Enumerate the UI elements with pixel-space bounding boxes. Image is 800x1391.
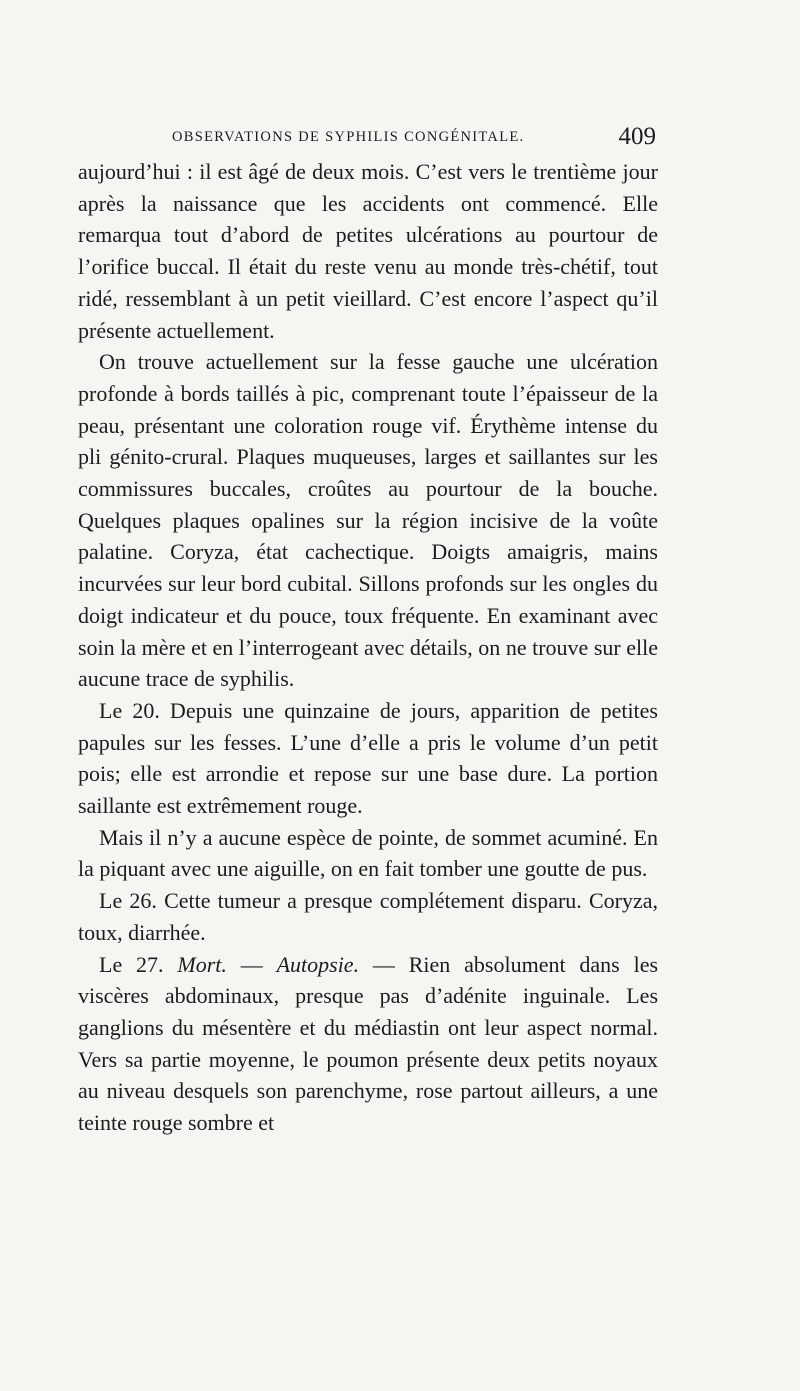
paragraph-2: On trouve actuellement sur la fesse gauche une ulcération profonde à bords taillés à pic, comprenant toute l’épaisseur de la peau, présentant une coloration rouge vif. Érythème intense du pli génito-crural. Plaques muqueuses, larges et saillantes sur les commissures buccales, croûtes au pourtour de la bouche. Quelques plaques opalines sur la région incisive de la voûte palatine. Coryza, état cachectique. Doigts amaigris, mains incurvées sur leur bord cubital. Sillons profonds sur les ongles du doigt indicateur et du pouce, toux fréquente. En examinant avec soin la mère et en l’interrogeant avec détails, on ne trouve sur elle aucune trace de syphilis. [78, 349, 658, 692]
book-page [78, 122, 658, 1139]
paragraph-6-rest: — Rien absolument dans les viscères abdominaux, presque pas d’adénite inguinale. Les ganglions du mésentère et du médiastin ont leur aspect normal. Vers sa partie moyenne, le poumon présente deux petits noyaux au niveau desquels son parenchyme, rose partout ailleurs, a une teinte rouge sombre et [78, 951, 659, 1136]
body-text [78, 156, 658, 1139]
paragraph-3: Le 20. Depuis une quinzaine de jours, apparition de petites papules sur les fesses. L’une d’elle a pris le volume d’un petit pois; elle est arrondie et repose sur une base dure. La portion saillante est extrêmement rouge. [78, 697, 658, 819]
paragraph-1: aujourd’hui : il est âgé de deux mois. C’est vers le trentième jour après la naissance que les accidents ont commencé. Elle remarqua tout d’abord de petites ulcérations au pourtour de l’orifice buccal. Il était du reste venu au monde très-chétif, tout ridé, ressemblant à un petit vieillard. C’est encore l’aspect qu’il présente actuellement. [78, 159, 658, 343]
paragraph-6 [78, 949, 658, 1139]
page-header [78, 122, 658, 156]
paragraph-4: Mais il n’y a aucune espèce de pointe, de sommet acuminé. En la piquant avec une aiguille, on en fait tomber une goutte de pus. [78, 824, 658, 882]
running-head: OBSERVATIONS DE SYPHILIS CONGÉNITALE. [172, 129, 525, 145]
paragraph-6-italic-mort: Mort. [177, 951, 227, 977]
paragraph-6-lead: Le 27. [99, 951, 178, 977]
page-number: 409 [618, 123, 656, 150]
paragraph-6-italic-autopsie: Autopsie. [276, 951, 360, 977]
paragraph-5: Le 26. Cette tumeur a presque complétement disparu. Coryza, toux, diarrhée. [78, 888, 658, 945]
paragraph-6-sep: — [226, 951, 277, 977]
